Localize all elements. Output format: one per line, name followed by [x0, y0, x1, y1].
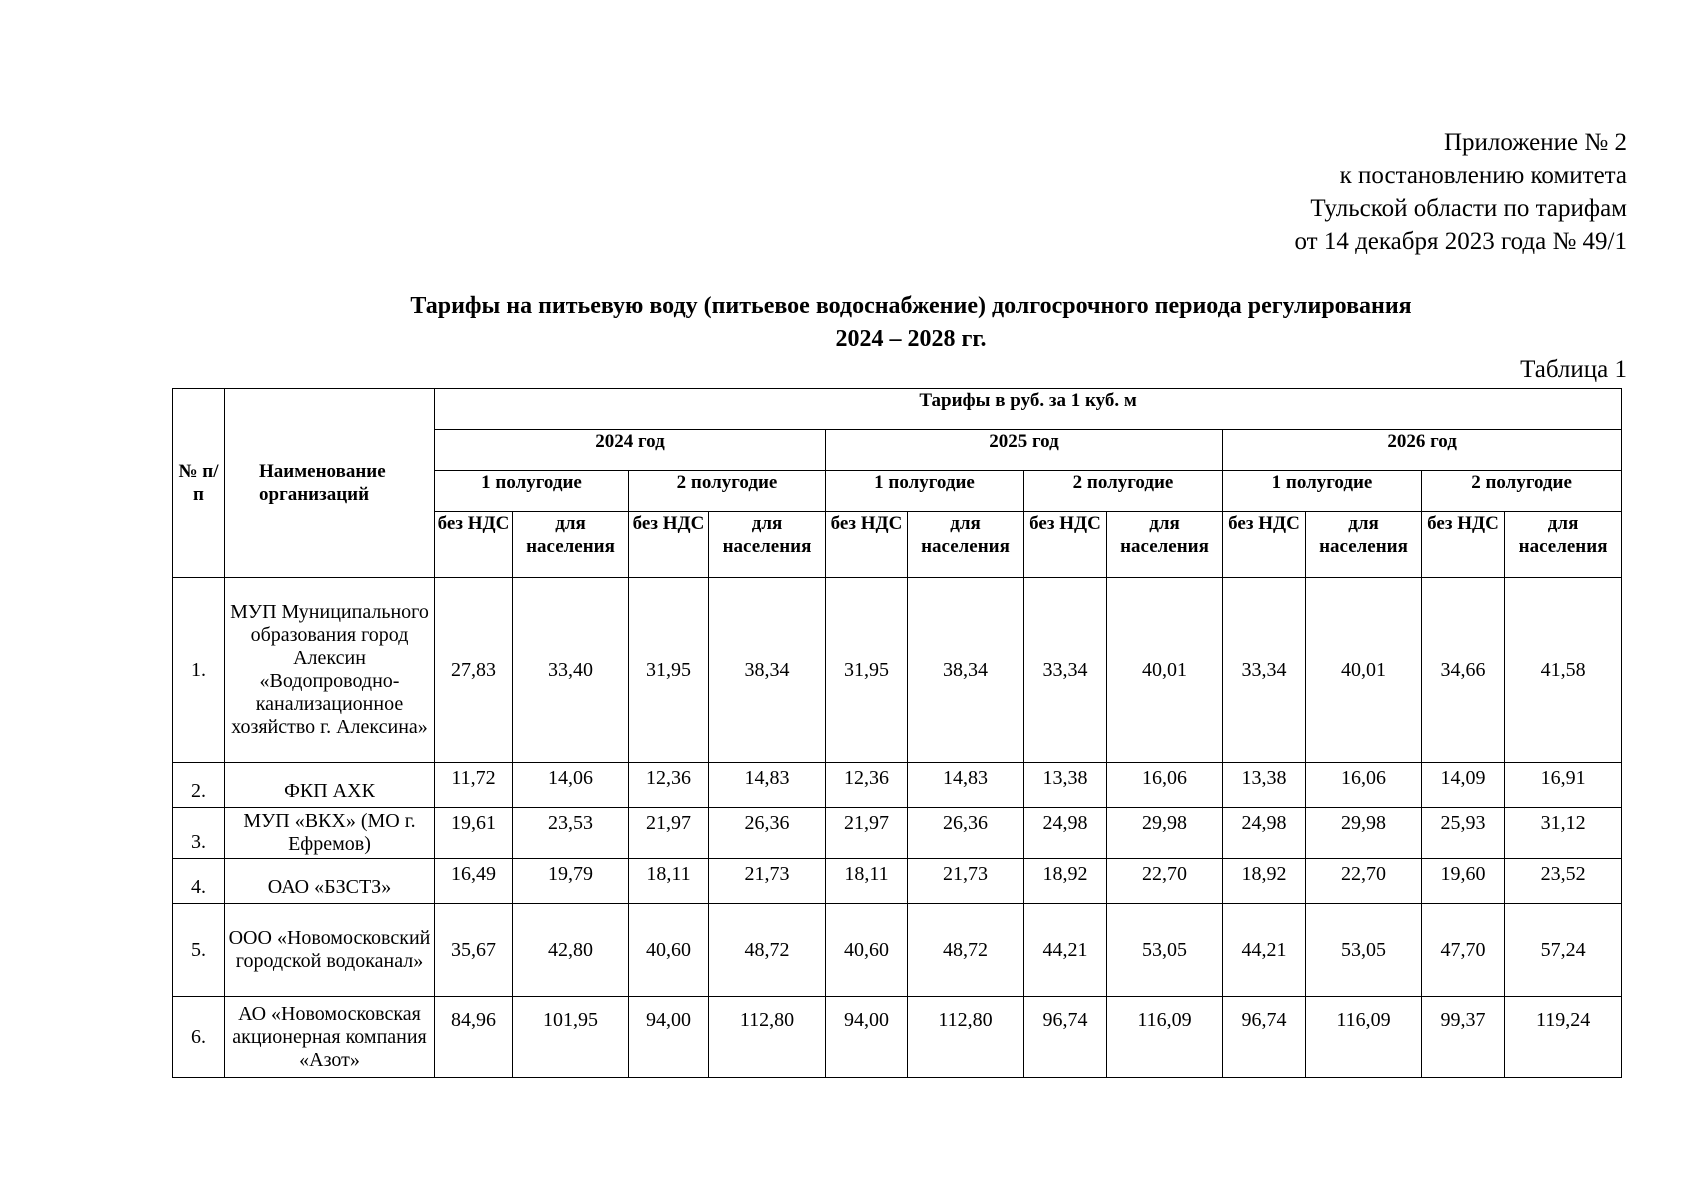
tariff-value: 84,96: [435, 997, 513, 1078]
tariff-value: 96,74: [1024, 997, 1107, 1078]
tariff-value: 23,53: [513, 808, 629, 859]
tariff-value: 21,97: [826, 808, 908, 859]
table-row: [173, 808, 1622, 859]
tariff-value: 34,66: [1422, 578, 1505, 763]
tariff-value: 35,67: [435, 904, 513, 997]
tariff-value: 14,06: [513, 763, 629, 808]
subheader-population: для населения: [1107, 512, 1223, 578]
half-year-header: 2 полугодие: [1422, 471, 1622, 512]
table-row: [173, 904, 1622, 997]
subheader-no-vat: без НДС: [826, 512, 908, 578]
subheader-population: для населения: [908, 512, 1024, 578]
table-row: [173, 859, 1622, 904]
tariff-value: 18,92: [1024, 859, 1107, 904]
table-row: [173, 997, 1622, 1078]
year-header: 2026 год: [1223, 430, 1622, 471]
half-year-header: 1 полугодие: [826, 471, 1024, 512]
subheader-no-vat: без НДС: [629, 512, 709, 578]
tariff-value: 11,72: [435, 763, 513, 808]
tariff-value: 16,06: [1306, 763, 1422, 808]
tariff-value: 25,93: [1422, 808, 1505, 859]
tariff-value: 116,09: [1306, 997, 1422, 1078]
tariff-value: 99,37: [1422, 997, 1505, 1078]
tariff-value: 94,00: [629, 997, 709, 1078]
tariff-value: 48,72: [908, 904, 1024, 997]
half-year-header: 2 полугодие: [629, 471, 826, 512]
subheader-population: для населения: [1505, 512, 1622, 578]
tariff-value: 31,95: [629, 578, 709, 763]
row-number: 3.: [173, 808, 225, 859]
tariff-value: 112,80: [709, 997, 826, 1078]
appendix-line: к постановлению комитета: [1339, 162, 1627, 189]
column-header-name: Наименование организаций: [225, 389, 435, 578]
organization-name: АО «Новомосковская акционерная компания «Азот»: [225, 997, 435, 1078]
tariff-value: 57,24: [1505, 904, 1622, 997]
tariff-value: 47,70: [1422, 904, 1505, 997]
tariff-value: 22,70: [1107, 859, 1223, 904]
tariff-value: 26,36: [908, 808, 1024, 859]
tariff-value: 41,58: [1505, 578, 1622, 763]
tariff-value: 29,98: [1306, 808, 1422, 859]
tariff-value: 38,34: [908, 578, 1024, 763]
table-caption: Таблица 1: [1520, 356, 1627, 383]
tariff-value: 31,12: [1505, 808, 1622, 859]
tariff-value: 14,83: [709, 763, 826, 808]
tariff-value: 40,01: [1306, 578, 1422, 763]
tariff-value: 26,36: [709, 808, 826, 859]
subheader-population: для населения: [513, 512, 629, 578]
organization-name: ОАО «БЗСТЗ»: [225, 859, 435, 904]
organization-name: ООО «Новомосковский городской водоканал»: [225, 904, 435, 997]
subheader-no-vat: без НДС: [435, 512, 513, 578]
tariff-value: 18,92: [1223, 859, 1306, 904]
row-number: 6.: [173, 997, 225, 1078]
document-title: [172, 290, 1650, 356]
tariff-value: 13,38: [1024, 763, 1107, 808]
tariff-value: 40,01: [1107, 578, 1223, 763]
tariff-value: 23,52: [1505, 859, 1622, 904]
tariff-value: 94,00: [826, 997, 908, 1078]
tariff-value: 19,60: [1422, 859, 1505, 904]
appendix-line: от 14 декабря 2023 года № 49/1: [1294, 228, 1627, 255]
row-number: 5.: [173, 904, 225, 997]
tariff-value: 101,95: [513, 997, 629, 1078]
tariffs-header: Тарифы в руб. за 1 куб. м: [435, 389, 1622, 430]
tariff-value: 44,21: [1024, 904, 1107, 997]
subheader-no-vat: без НДС: [1024, 512, 1107, 578]
subheader-no-vat: без НДС: [1422, 512, 1505, 578]
row-number: 1.: [173, 578, 225, 763]
tariff-value: 116,09: [1107, 997, 1223, 1078]
row-number: 4.: [173, 859, 225, 904]
tariff-value: 14,83: [908, 763, 1024, 808]
tariff-value: 18,11: [826, 859, 908, 904]
tariff-value: 29,98: [1107, 808, 1223, 859]
appendix-line: Приложение № 2: [1443, 129, 1627, 156]
tariff-value: 19,61: [435, 808, 513, 859]
tariff-value: 48,72: [709, 904, 826, 997]
tariff-value: 27,83: [435, 578, 513, 763]
tariff-value: 12,36: [826, 763, 908, 808]
table-row: [173, 763, 1622, 808]
tariffs-table: [172, 388, 1622, 1078]
tariff-value: 42,80: [513, 904, 629, 997]
tariff-value: 31,95: [826, 578, 908, 763]
tariff-value: 21,97: [629, 808, 709, 859]
subheader-population: для населения: [1306, 512, 1422, 578]
column-header-number: № п/п: [173, 389, 225, 578]
tariff-value: 21,73: [709, 859, 826, 904]
title-line: Тарифы на питьевую воду (питьевое водоснабжение) долгосрочного периода регулирования: [410, 293, 1412, 319]
tariff-value: 40,60: [629, 904, 709, 997]
tariff-value: 16,06: [1107, 763, 1223, 808]
half-year-header: 1 полугодие: [435, 471, 629, 512]
tariff-value: 22,70: [1306, 859, 1422, 904]
tariff-value: 96,74: [1223, 997, 1306, 1078]
tariff-value: 33,34: [1024, 578, 1107, 763]
title-line: 2024 – 2028 гг.: [835, 326, 987, 352]
subheader-no-vat: без НДС: [1223, 512, 1306, 578]
tariff-value: 33,34: [1223, 578, 1306, 763]
tariff-value: 38,34: [709, 578, 826, 763]
tariff-value: 53,05: [1107, 904, 1223, 997]
appendix-block: [1294, 126, 1627, 258]
organization-name: МУП Муниципального образования город Алексин «Водопроводно-канализационное хозяйство г. Алексина»: [225, 578, 435, 763]
year-header: 2025 год: [826, 430, 1223, 471]
appendix-line: Тульской области по тарифам: [1310, 195, 1627, 222]
tariff-value: 24,98: [1223, 808, 1306, 859]
tariff-value: 21,73: [908, 859, 1024, 904]
tariff-value: 12,36: [629, 763, 709, 808]
half-year-header: 2 полугодие: [1024, 471, 1223, 512]
tariff-value: 16,49: [435, 859, 513, 904]
half-year-header: 1 полугодие: [1223, 471, 1422, 512]
year-header: 2024 год: [435, 430, 826, 471]
table-row: [173, 578, 1622, 763]
organization-name: МУП «ВКХ» (МО г. Ефремов): [225, 808, 435, 859]
subheader-population: для населения: [709, 512, 826, 578]
organization-name: ФКП АХК: [225, 763, 435, 808]
tariff-value: 13,38: [1223, 763, 1306, 808]
row-number: 2.: [173, 763, 225, 808]
tariff-value: 16,91: [1505, 763, 1622, 808]
tariff-value: 33,40: [513, 578, 629, 763]
tariff-value: 53,05: [1306, 904, 1422, 997]
tariff-value: 112,80: [908, 997, 1024, 1078]
tariff-value: 119,24: [1505, 997, 1622, 1078]
tariff-value: 40,60: [826, 904, 908, 997]
tariff-value: 24,98: [1024, 808, 1107, 859]
tariff-value: 44,21: [1223, 904, 1306, 997]
tariff-value: 18,11: [629, 859, 709, 904]
tariff-value: 19,79: [513, 859, 629, 904]
tariff-value: 14,09: [1422, 763, 1505, 808]
